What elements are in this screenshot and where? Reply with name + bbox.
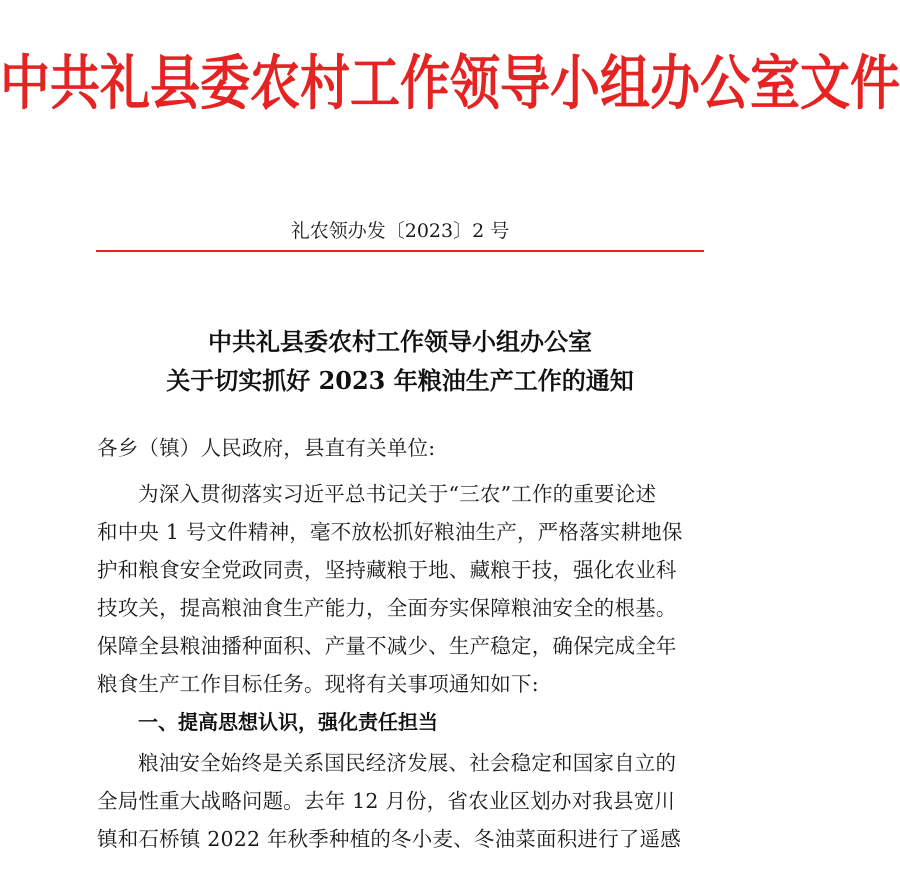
paragraph-1-line: 保障全县粮油播种面积、产量不减少、生产稳定，确保完成全年 — [97, 634, 677, 658]
paragraph-1-line: 和中央 1 号文件精神，毫不放松抓好粮油生产，严格落实耕地保 — [97, 520, 683, 544]
paragraph-1-line: 粮食生产工作目标任务。现将有关事项通知如下: — [97, 672, 539, 696]
paragraph-1-line: 为深入贯彻落实习近平总书记关于“三农”工作的重要论述 — [138, 482, 657, 506]
document-title-line-1: 中共礼县委农村工作领导小组办公室 — [208, 327, 592, 356]
paragraph-2-line: 镇和石桥镇 2022 年秋季种植的冬小麦、冬油菜面积进行了遥感 — [97, 827, 681, 851]
paragraph-1-line: 技攻关，提高粮油食生产能力，全面夯实保障粮油安全的根基。 — [97, 596, 677, 620]
issuer-red-header: 中共礼县委农村工作领导小组办公室文件 — [0, 47, 900, 118]
salutation: 各乡（镇）人民政府，县直有关单位: — [97, 436, 436, 460]
paragraph-1-line: 护和粮食安全党政同责，坚持藏粮于地、藏粮于技，强化农业科 — [97, 558, 677, 582]
paragraph-2-line: 粮油安全始终是关系国民经济发展、社会稳定和国家自立的 — [138, 751, 677, 775]
document-number: 礼农领办发〔2023〕2 号 — [290, 220, 510, 242]
section-1-heading: 一、提高思想认识，强化责任担当 — [138, 710, 438, 734]
paragraph-2-line: 全局性重大战略问题。去年 12 月份，省农业区划办对我县宽川 — [97, 789, 676, 813]
document-title-line-2: 关于切实抓好 2023 年粮油生产工作的通知 — [166, 366, 634, 395]
red-divider-line — [96, 250, 704, 252]
